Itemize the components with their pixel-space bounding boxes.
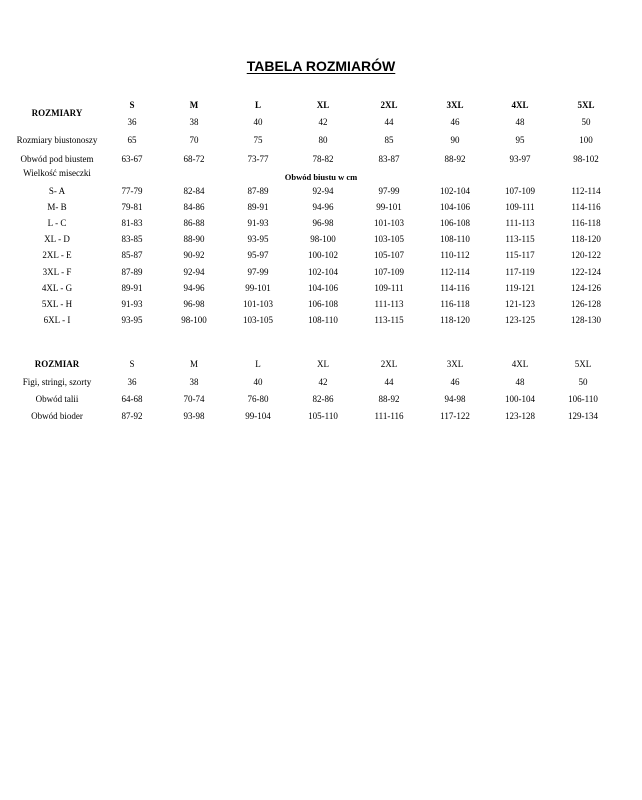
- table-cell: 93-98: [183, 411, 205, 421]
- size-header-cell: 5XL: [574, 359, 592, 369]
- table-cell: 114-116: [571, 202, 601, 212]
- table-cell: 109-111: [505, 202, 535, 212]
- table-cell: 87-89: [121, 267, 143, 277]
- size-header-cell: M: [189, 100, 199, 110]
- table-cell: 97-99: [247, 267, 269, 277]
- table-cell: 111-116: [374, 411, 404, 421]
- table-cell: 81-83: [121, 218, 143, 228]
- table-cell: 88-90: [183, 234, 205, 244]
- table-cell: 95: [515, 135, 525, 145]
- table-cell: 40: [253, 377, 263, 387]
- size-header-cell: 2XL: [380, 359, 398, 369]
- eu-size-cell: 50: [581, 117, 591, 127]
- table-cell: 106-110: [568, 394, 598, 404]
- table-cell: 98-102: [573, 154, 599, 164]
- cup-row-label: 2XL - E: [42, 250, 72, 260]
- eu-size-cell: 46: [450, 117, 460, 127]
- table-cell: 65: [127, 135, 137, 145]
- eu-size-cell: 40: [253, 117, 263, 127]
- table-cell: 93-97: [509, 154, 531, 164]
- table-cell: 126-128: [571, 299, 601, 309]
- table-cell: 93-95: [121, 315, 143, 325]
- table-cell: 111-113: [505, 218, 535, 228]
- table-cell: 94-96: [312, 202, 334, 212]
- table-cell: 112-114: [440, 267, 470, 277]
- cup-row-label: 3XL - F: [42, 267, 72, 277]
- table-cell: 44: [384, 377, 394, 387]
- size-header-cell: 4XL: [511, 100, 529, 110]
- table-cell: 48: [515, 377, 525, 387]
- table-cell: 92-94: [183, 267, 205, 277]
- table-cell: 121-123: [505, 299, 535, 309]
- table-cell: 100-104: [505, 394, 535, 404]
- table-cell: 75: [253, 135, 263, 145]
- eu-size-cell: 44: [384, 117, 394, 127]
- table-cell: 114-116: [440, 283, 470, 293]
- table-cell: 42: [318, 377, 328, 387]
- table-cell: 50: [578, 377, 588, 387]
- table-cell: 83-85: [121, 234, 143, 244]
- table-cell: 112-114: [571, 186, 601, 196]
- cup-row-label: L - C: [47, 218, 67, 228]
- table-cell: 107-109: [374, 267, 404, 277]
- table-cell: 88-92: [378, 394, 400, 404]
- table-cell: 99-101: [245, 283, 271, 293]
- table-cell: 119-121: [505, 283, 535, 293]
- table-cell: 89-91: [121, 283, 143, 293]
- table-cell: 102-104: [440, 186, 470, 196]
- table-cell: 103-105: [374, 234, 404, 244]
- size-header-cell: 3XL: [446, 100, 464, 110]
- table-cell: 115-117: [505, 250, 535, 260]
- table-cell: 77-79: [121, 186, 143, 196]
- table-cell: 107-109: [505, 186, 535, 196]
- size-header-cell: M: [189, 359, 199, 369]
- cup-row-label: XL - D: [44, 234, 70, 244]
- table-cell: 86-88: [183, 218, 205, 228]
- eu-size-cell: 38: [189, 117, 199, 127]
- row-label: Rozmiary biustonoszy: [16, 135, 98, 145]
- table-cell: 93-95: [247, 234, 269, 244]
- cup-row-label: 4XL - G: [41, 283, 73, 293]
- table-cell: 87-92: [121, 411, 143, 421]
- table-cell: 105-110: [308, 411, 338, 421]
- table-cell: 94-96: [183, 283, 205, 293]
- row-label: Obwód talii: [35, 394, 79, 404]
- table-cell: 106-108: [308, 299, 338, 309]
- table-cell: 85: [384, 135, 394, 145]
- table-cell: 98-100: [310, 234, 336, 244]
- table-cell: 123-128: [505, 411, 535, 421]
- table-cell: 118-120: [571, 234, 601, 244]
- row-label: Obwód pod biustem: [20, 154, 94, 164]
- cup-row-label: M- B: [47, 202, 67, 212]
- table-cell: 46: [450, 377, 460, 387]
- table-cell: 101-103: [374, 218, 404, 228]
- table-cell: 120-122: [571, 250, 601, 260]
- table-cell: 97-99: [378, 186, 400, 196]
- table-cell: 70-74: [183, 394, 205, 404]
- table-cell: 117-122: [440, 411, 470, 421]
- table-cell: 103-105: [243, 315, 273, 325]
- table-cell: 90-92: [183, 250, 205, 260]
- table-cell: 100-102: [308, 250, 338, 260]
- table-cell: 96-98: [183, 299, 205, 309]
- table-cell: 82-84: [183, 186, 205, 196]
- table-cell: 99-101: [376, 202, 402, 212]
- eu-size-cell: 48: [515, 117, 525, 127]
- size-header-cell: 2XL: [380, 100, 398, 110]
- size-header-cell: XL: [317, 359, 329, 369]
- table-cell: 88-92: [444, 154, 466, 164]
- table-cell: 124-126: [571, 283, 601, 293]
- page-title: TABELA ROZMIARÓW: [246, 58, 396, 74]
- eu-size-cell: 36: [127, 117, 137, 127]
- table-cell: 87-89: [247, 186, 269, 196]
- table-cell: 91-93: [247, 218, 269, 228]
- cup-row-label: S- A: [48, 186, 66, 196]
- table-cell: 90: [450, 135, 460, 145]
- table-cell: 106-108: [440, 218, 470, 228]
- table-cell: 85-87: [121, 250, 143, 260]
- table-cell: 104-106: [440, 202, 470, 212]
- size-header-cell: 4XL: [511, 359, 529, 369]
- table-cell: 64-68: [121, 394, 143, 404]
- table-header-label: ROZMIARY: [31, 108, 83, 118]
- table-cell: 84-86: [183, 202, 205, 212]
- table-cell: 99-104: [245, 411, 271, 421]
- table-cell: 113-115: [374, 315, 404, 325]
- eu-size-cell: 42: [318, 117, 328, 127]
- table-cell: 68-72: [183, 154, 205, 164]
- table-cell: 98-100: [181, 315, 207, 325]
- table-cell: 102-104: [308, 267, 338, 277]
- table-cell: 94-98: [444, 394, 466, 404]
- row-label: Figi, stringi, szorty: [22, 377, 92, 387]
- table-cell: 105-107: [374, 250, 404, 260]
- table-cell: 82-86: [312, 394, 334, 404]
- table-cell: 100: [579, 135, 593, 145]
- table-cell: 96-98: [312, 218, 334, 228]
- table-cell: 92-94: [312, 186, 334, 196]
- table-cell: 123-125: [505, 315, 535, 325]
- table-cell: 83-87: [378, 154, 400, 164]
- table-cell: 108-110: [308, 315, 338, 325]
- table-cell: 109-111: [374, 283, 404, 293]
- table-cell: 79-81: [121, 202, 143, 212]
- table-cell: 104-106: [308, 283, 338, 293]
- table-header-label: ROZMIAR: [34, 359, 80, 369]
- size-header-cell: S: [129, 359, 135, 369]
- table-cell: 129-134: [568, 411, 598, 421]
- size-header-cell: L: [254, 100, 262, 110]
- size-header-cell: L: [255, 359, 261, 369]
- table-cell: 78-82: [312, 154, 334, 164]
- table-cell: 118-120: [440, 315, 470, 325]
- table-cell: 110-112: [440, 250, 470, 260]
- table-cell: 73-77: [247, 154, 269, 164]
- table-cell: 128-130: [571, 315, 601, 325]
- table-cell: 117-119: [505, 267, 535, 277]
- size-header-cell: XL: [316, 100, 330, 110]
- table-cell: 116-118: [440, 299, 470, 309]
- table-cell: 101-103: [243, 299, 273, 309]
- table-cell: 116-118: [571, 218, 601, 228]
- table-cell: 122-124: [571, 267, 601, 277]
- table-cell: 38: [189, 377, 199, 387]
- bust-heading: Obwód biustu w cm: [284, 172, 358, 182]
- table-cell: 36: [127, 377, 137, 387]
- size-header-cell: 3XL: [446, 359, 464, 369]
- row-label: Obwód bioder: [31, 411, 83, 421]
- cup-size-label: Wielkość miseczki: [23, 168, 91, 178]
- size-header-cell: S: [129, 100, 135, 110]
- table-cell: 63-67: [121, 154, 143, 164]
- table-cell: 70: [189, 135, 199, 145]
- table-cell: 113-115: [505, 234, 535, 244]
- table-cell: 89-91: [247, 202, 269, 212]
- table-cell: 95-97: [247, 250, 269, 260]
- table-cell: 108-110: [440, 234, 470, 244]
- table-cell: 80: [318, 135, 328, 145]
- cup-row-label: 6XL - I: [43, 315, 71, 325]
- cup-row-label: 5XL - H: [41, 299, 73, 309]
- table-cell: 91-93: [121, 299, 143, 309]
- size-header-cell: 5XL: [577, 100, 595, 110]
- table-cell: 76-80: [247, 394, 269, 404]
- table-cell: 111-113: [374, 299, 404, 309]
